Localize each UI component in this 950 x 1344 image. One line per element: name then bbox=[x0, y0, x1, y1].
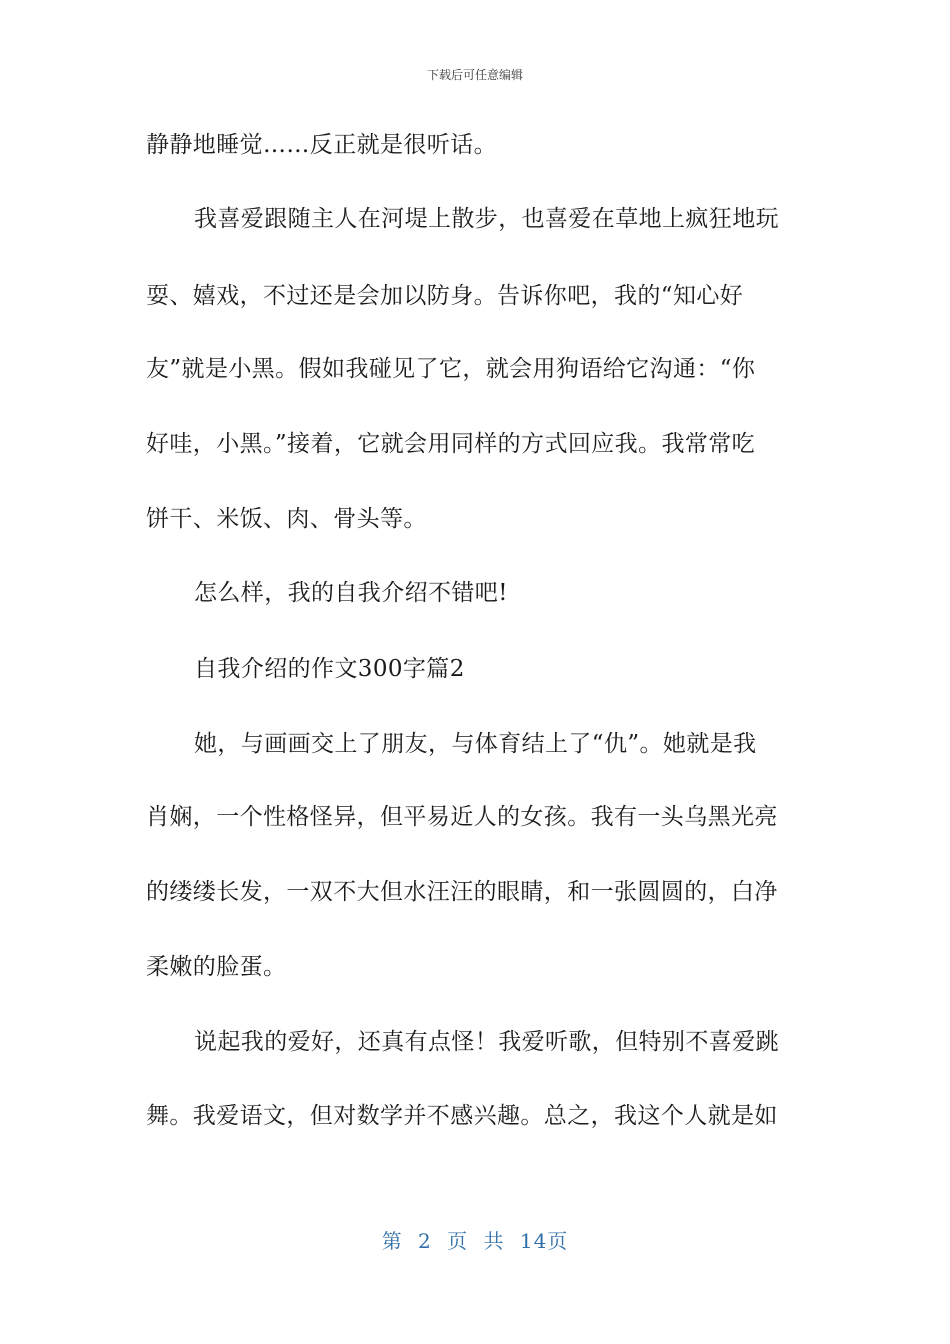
text-line: 好哇，小黑。”接着，它就会用同样的方式回应我。我常常吃 bbox=[146, 431, 756, 457]
text-line: 舞。我爱语文，但对数学并不感兴趣。总之，我这个人就是如 bbox=[146, 1103, 778, 1129]
footer-page-number: 2 bbox=[418, 1229, 432, 1253]
text-line: 静静地睡觉……反正就是很听话。 bbox=[146, 132, 497, 158]
footer-ye: 页 bbox=[447, 1229, 469, 1253]
paragraph-start: 怎么样，我的自我介绍不错吧! bbox=[194, 580, 508, 606]
text-line: 耍、嬉戏，不过还是会加以防身。告诉你吧，我的“知心好 bbox=[146, 283, 744, 309]
text-line: 的缕缕长发，一双不大但水汪汪的眼睛，和一张圆圆的，白净 bbox=[146, 879, 778, 905]
footer-total-pages: 14页 bbox=[519, 1229, 569, 1253]
paragraph-start: 说起我的爱好，还真有点怪！我爱听歌，但特别不喜爱跳 bbox=[194, 1029, 779, 1055]
page-footer bbox=[0, 1225, 950, 1254]
section-title: 自我介绍的作文300字篇2 bbox=[194, 656, 465, 682]
footer-di: 第 bbox=[381, 1229, 403, 1253]
text-line: 肖娴，一个性格怪异，但平易近人的女孩。我有一头乌黑光亮 bbox=[146, 804, 778, 830]
page-header: 下载后可任意编辑 bbox=[426, 68, 523, 82]
text-line: 饼干、米饭、肉、骨头等。 bbox=[146, 506, 427, 532]
footer-gong: 共 bbox=[483, 1229, 505, 1253]
paragraph-start: 她，与画画交上了朋友，与体育结上了“仇”。她就是我 bbox=[194, 731, 757, 757]
text-line: 友”就是小黑。假如我碰见了它，就会用狗语给它沟通：“你 bbox=[146, 356, 756, 382]
text-line: 柔嫩的脸蛋。 bbox=[146, 954, 287, 980]
paragraph-start: 我喜爱跟随主人在河堤上散步，也喜爱在草地上疯狂地玩 bbox=[194, 206, 779, 232]
